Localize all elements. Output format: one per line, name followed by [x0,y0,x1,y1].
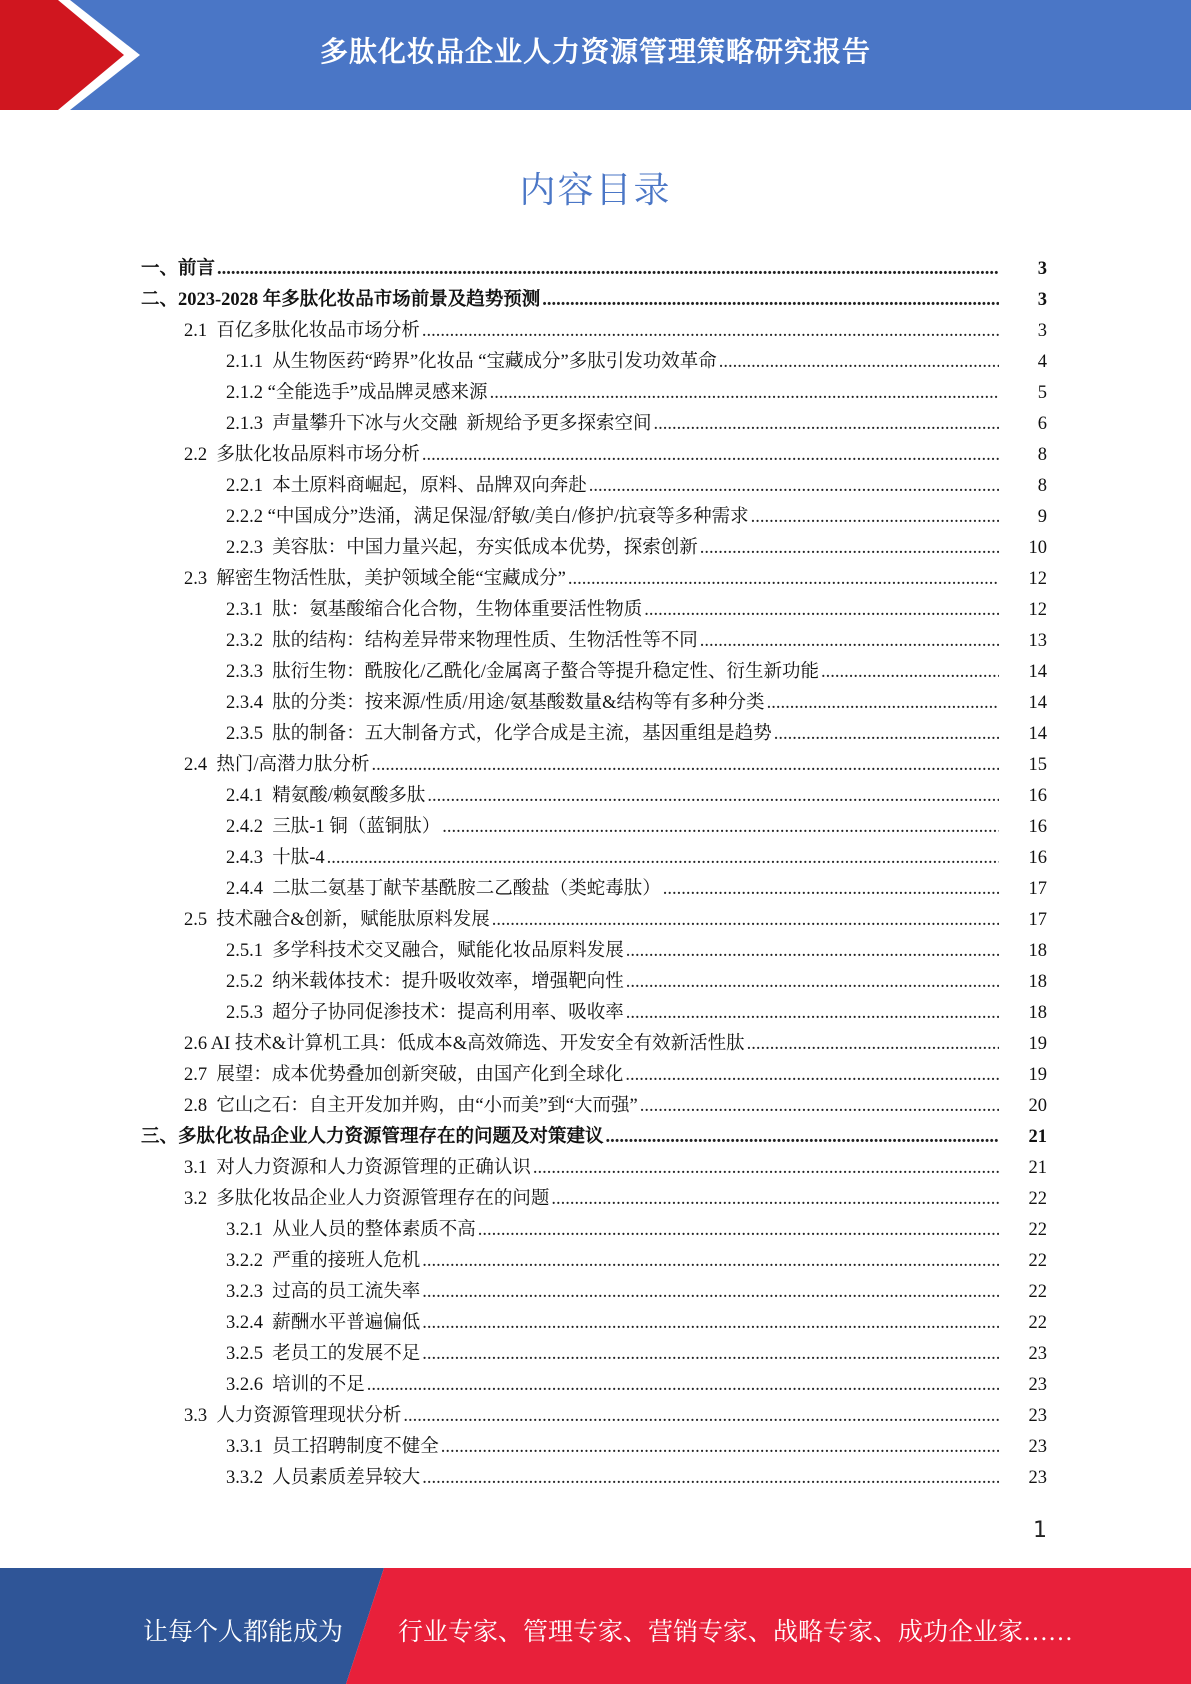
toc-dot-leader [551,1184,999,1215]
toc-entry[interactable] [226,347,1191,378]
toc-entry[interactable] [184,905,1191,936]
toc-entry-label: 3.3.2 人员素质差异较大 [226,1468,421,1488]
toc-dot-leader [422,1463,999,1494]
toc-entry[interactable] [226,719,1191,750]
toc-dot-leader [367,1370,999,1401]
toc-entry-page: 20 [1028,1096,1047,1116]
toc-entry-label: 2.5.3 超分子协同促渗技术：提高利用率、吸收率 [226,1003,624,1023]
toc-entry-label: 3.2.2 严重的接班人危机 [226,1251,421,1271]
toc-entry-page: 12 [1028,569,1047,589]
toc-dot-leader [767,688,999,719]
toc-entry-page: 14 [1028,662,1047,682]
footer-slogan-left: 让每个人都能成为 [143,1619,344,1646]
toc-entry-label: 3.3 人力资源管理现状分析 [184,1406,402,1426]
toc-dot-leader [626,936,999,967]
toc-entry-label: 3.1 对人力资源和人力资源管理的正确认识 [184,1158,531,1178]
toc-entry-page: 16 [1028,817,1047,837]
toc-entry[interactable] [226,626,1191,657]
footer-band [0,1568,1191,1684]
toc-dot-leader [422,1277,999,1308]
toc-entry[interactable] [184,750,1191,781]
toc-entry[interactable] [184,316,1191,347]
toc-entry-page: 19 [1028,1034,1047,1054]
toc-entry-label: 2.1.3 声量攀升下冰与火交融 新规给予更多探索空间 [226,414,652,434]
toc-entry[interactable] [226,502,1191,533]
toc-entry-page: 18 [1028,941,1047,961]
toc-entry-label: 2.4.2 三肽-1 铜（蓝铜肽） [226,817,441,837]
toc-entry-label: 2.7 展望：成本优势叠加创新突破，由国产化到全球化 [184,1065,624,1085]
toc-entry-page: 6 [1037,414,1047,434]
toc-entry-label: 2.3.1 肽：氨基酸缩合化合物，生物体重要活性物质 [226,600,643,620]
toc-dot-leader [441,1432,999,1463]
toc-entry[interactable] [184,1401,1191,1432]
toc-dot-leader [568,564,999,595]
toc-entry[interactable] [226,409,1191,440]
toc-dot-leader [747,1029,999,1060]
toc-entry-page: 23 [1028,1468,1047,1488]
toc-dot-leader [626,998,999,1029]
toc-entry[interactable] [226,1463,1191,1494]
toc-entry[interactable] [226,781,1191,812]
toc-entry[interactable] [141,285,1191,316]
toc-entry-label: 3.2.1 从业人员的整体素质不高 [226,1220,476,1240]
toc-entry-page: 5 [1037,383,1047,403]
toc-dot-leader [422,1339,999,1370]
toc-entry-label: 2.5 技术融合&创新，赋能肽原料发展 [184,910,490,930]
toc-entry-page: 22 [1028,1251,1047,1271]
toc-entry[interactable] [226,1215,1191,1246]
toc-entry-page: 8 [1037,445,1047,465]
toc-entry[interactable] [184,1184,1191,1215]
toc-entry-label: 2.3.4 肽的分类：按来源/性质/用途/氨基酸数量&结构等有多种分类 [226,693,765,713]
toc-entry[interactable] [226,1277,1191,1308]
toc-dot-leader [422,316,999,347]
toc-entry-page: 3 [1037,259,1047,279]
footer-slogan-right: 行业专家、管理专家、营销专家、战略专家、成功企业家…… [398,1619,1074,1646]
toc-entry-label: 3.2.5 老员工的发展不足 [226,1344,421,1364]
toc-dot-leader [774,719,999,750]
toc-dot-leader [606,1122,999,1153]
toc-entry[interactable] [226,843,1191,874]
toc-entry-label: 2.1 百亿多肽化妆品市场分析 [184,321,420,341]
toc-entry[interactable] [184,1060,1191,1091]
toc-entry-label: 2.5.1 多学科技术交叉融合，赋能化妆品原料发展 [226,941,624,961]
toc-entry-page: 13 [1028,631,1047,651]
toc-dot-leader [478,1215,999,1246]
toc-entry-label: 3.3.1 员工招聘制度不健全 [226,1437,439,1457]
toc-entry-page: 9 [1037,507,1047,527]
toc-entry-page: 22 [1028,1220,1047,1240]
toc-entry[interactable] [226,595,1191,626]
toc-dot-leader [542,285,999,316]
toc-entry[interactable] [141,254,1191,285]
toc-entry[interactable] [141,1122,1191,1153]
toc-entry-label: 一、前言 [141,259,216,279]
toc-dot-leader [626,967,999,998]
toc-entry-page: 21 [1028,1127,1047,1147]
toc-entry-label: 2.6 AI 技术&计算机工具：低成本&高效筛选、开发安全有效新活性肽 [184,1034,745,1054]
toc-entry-page: 15 [1028,755,1047,775]
toc-entry-page: 22 [1028,1313,1047,1333]
toc-dot-leader [422,440,999,471]
toc-entry-page: 3 [1037,321,1047,341]
toc-entry-page: 10 [1028,538,1047,558]
toc-entry[interactable] [226,998,1191,1029]
toc-dot-leader [217,254,999,285]
toc-entry[interactable] [226,378,1191,409]
toc-entry-page: 18 [1028,1003,1047,1023]
toc-entry-label: 2.3.2 肽的结构：结构差异带来物理性质、生物活性等不同 [226,631,698,651]
toc-entry-page: 16 [1028,848,1047,868]
toc-entry-page: 8 [1037,476,1047,496]
toc-dot-leader [422,1308,999,1339]
toc-entry[interactable] [184,1153,1191,1184]
toc-entry-page: 19 [1028,1065,1047,1085]
toc-entry[interactable] [226,1246,1191,1277]
toc-entry-page: 23 [1028,1406,1047,1426]
table-of-contents [0,254,1191,1494]
toc-dot-leader [490,378,999,409]
toc-dot-leader [719,347,999,378]
toc-entry-label: 3.2.6 培训的不足 [226,1375,365,1395]
toc-entry-label: 3.2 多肽化妆品企业人力资源管理存在的问题 [184,1189,550,1209]
toc-entry[interactable] [226,936,1191,967]
toc-dot-leader [663,874,999,905]
toc-dot-leader [372,750,999,781]
toc-heading: 内容目录 [519,170,672,210]
toc-entry-page: 4 [1037,352,1047,372]
toc-entry-label: 2.2.2 “中国成分”迭涌，满足保湿/舒敏/美白/修护/抗衰等多种需求 [226,507,749,527]
toc-entry-label: 2.2.3 美容肽：中国力量兴起，夯实低成本优势，探索创新 [226,538,698,558]
toc-entry[interactable] [184,440,1191,471]
toc-entry-page: 14 [1028,724,1047,744]
toc-entry-page: 16 [1028,786,1047,806]
toc-entry[interactable] [226,657,1191,688]
toc-entry-label: 2.3.5 肽的制备：五大制备方式，化学合成是主流，基因重组是趋势 [226,724,772,744]
toc-entry[interactable] [226,533,1191,564]
toc-entry-page: 18 [1028,972,1047,992]
toc-entry[interactable] [226,1339,1191,1370]
toc-entry-label: 2.4.1 精氨酸/赖氨酸多肽 [226,786,426,806]
toc-dot-leader [327,843,999,874]
toc-dot-leader [422,1246,999,1277]
header-band [0,0,1191,110]
toc-entry[interactable] [184,1029,1191,1060]
toc-entry[interactable] [184,564,1191,595]
toc-entry-page: 23 [1028,1344,1047,1364]
toc-dot-leader [700,533,999,564]
toc-entry-label: 2.8 它山之石：自主开发加并购，由“小而美”到“大而强” [184,1096,638,1116]
toc-entry-page: 23 [1028,1437,1047,1457]
toc-dot-leader [427,781,999,812]
toc-entry-label: 三、多肽化妆品企业人力资源管理存在的问题及对策建议 [141,1127,604,1147]
report-title: 多肽化妆品企业人力资源管理策略研究报告 [319,35,871,68]
toc-dot-leader [751,502,999,533]
toc-dot-leader [533,1153,999,1184]
toc-entry[interactable] [226,874,1191,905]
toc-entry-label: 2.1.1 从生物医药“跨界”化妆品 “宝藏成分”多肽引发功效革命 [226,352,717,372]
toc-entry-page: 21 [1028,1158,1047,1178]
toc-dot-leader [640,1091,999,1122]
toc-entry-label: 二、2023-2028 年多肽化妆品市场前景及趋势预测 [141,290,541,310]
toc-dot-leader [442,812,999,843]
toc-dot-leader [589,471,999,502]
toc-entry[interactable] [226,1308,1191,1339]
toc-entry-label: 3.2.3 过高的员工流失率 [226,1282,421,1302]
toc-entry-label: 2.2 多肽化妆品原料市场分析 [184,445,420,465]
toc-dot-leader [654,409,999,440]
toc-entry-page: 17 [1028,879,1047,899]
toc-entry[interactable] [184,1091,1191,1122]
toc-dot-leader [403,1401,999,1432]
toc-dot-leader [700,626,999,657]
toc-entry-label: 3.2.4 薪酬水平普遍偏低 [226,1313,421,1333]
toc-entry-page: 14 [1028,693,1047,713]
toc-entry[interactable] [226,688,1191,719]
toc-entry-page: 17 [1028,910,1047,930]
toc-entry-page: 12 [1028,600,1047,620]
toc-entry-label: 2.4 热门/高潜力肽分析 [184,755,370,775]
toc-entry-label: 2.2.1 本土原料商崛起，原料、品牌双向奔赴 [226,476,587,496]
toc-entry-label: 2.5.2 纳米载体技术：提升吸收效率，增强靶向性 [226,972,624,992]
toc-entry-label: 2.4.4 二肽二氨基丁献苄基酰胺二乙酸盐（类蛇毒肽） [226,879,661,899]
toc-entry[interactable] [226,812,1191,843]
toc-entry[interactable] [226,1370,1191,1401]
toc-entry[interactable] [226,1432,1191,1463]
toc-dot-leader [644,595,999,626]
toc-dot-leader [821,657,999,688]
toc-entry-label: 2.3 解密生物活性肽，美护领域全能“宝藏成分” [184,569,566,589]
toc-dot-leader [625,1060,999,1091]
toc-entry-page: 3 [1037,290,1047,310]
toc-dot-leader [492,905,999,936]
toc-entry-page: 23 [1028,1375,1047,1395]
toc-entry[interactable] [226,967,1191,998]
toc-entry-page: 22 [1028,1282,1047,1302]
toc-entry-page: 22 [1028,1189,1047,1209]
toc-entry-label: 2.4.3 十肽-4 [226,848,325,868]
page-number: 1 [1033,1518,1047,1543]
toc-entry-label: 2.3.3 肽衍生物：酰胺化/乙酰化/金属离子螯合等提升稳定性、衍生新功能 [226,662,820,682]
toc-entry-label: 2.1.2 “全能选手”成品牌灵感来源 [226,383,488,403]
toc-entry[interactable] [226,471,1191,502]
